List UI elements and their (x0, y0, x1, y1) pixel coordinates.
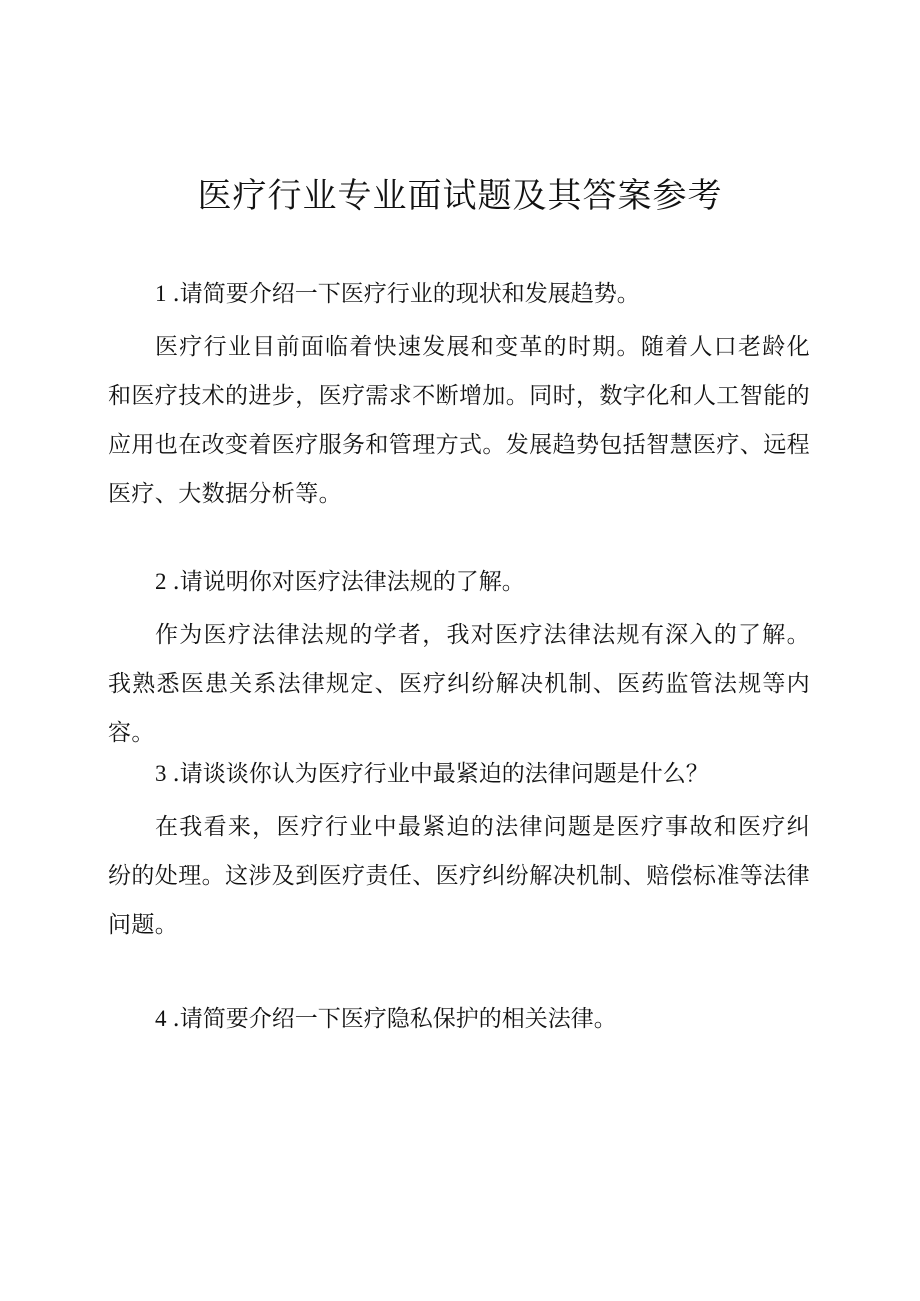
question-number: 2 (155, 569, 167, 594)
question-text: .请谈谈你认为医疗行业中最紧迫的法律问题是什么？ (172, 761, 709, 787)
question-4 (108, 996, 810, 1042)
qa-section-1 (108, 271, 810, 519)
answer-2: 作为医疗法律法规的学者，我对医疗法律法规有深入的了解。我熟悉医患关系法律规定、医疗纠纷解决机制、医药监管法规等内容。 (108, 622, 810, 746)
qa-section-4 (108, 996, 810, 1042)
qa-section-2 (108, 559, 810, 758)
question-text: .请简要介绍一下医疗隐私保护的相关法律。 (172, 1006, 617, 1032)
question-1 (108, 271, 810, 317)
question-text: .请说明你对医疗法律法规的了解。 (172, 569, 525, 595)
question-number: 4 (155, 1006, 167, 1031)
question-2 (108, 559, 810, 605)
document-title: 医疗行业专业面试题及其答案参考 (197, 176, 723, 216)
question-3 (108, 751, 810, 797)
question-number: 3 (155, 761, 167, 786)
question-number: 1 (155, 281, 167, 306)
question-text: .请简要介绍一下医疗行业的现状和发展趋势。 (172, 281, 640, 307)
answer-3: 在我看来，医疗行业中最紧迫的法律问题是医疗事故和医疗纠纷的处理。这涉及到医疗责任、医疗纠纷解决机制、赔偿标准等法律问题。 (108, 814, 810, 938)
qa-section-3 (108, 751, 810, 950)
answer-1: 医疗行业目前面临着快速发展和变革的时期。随着人口老龄化和医疗技术的进步，医疗需求不断增加。同时，数字化和人工智能的应用也在改变着医疗服务和管理方式。发展趋势包括智慧医疗、远程医疗、大数据分析等。 (108, 334, 810, 507)
